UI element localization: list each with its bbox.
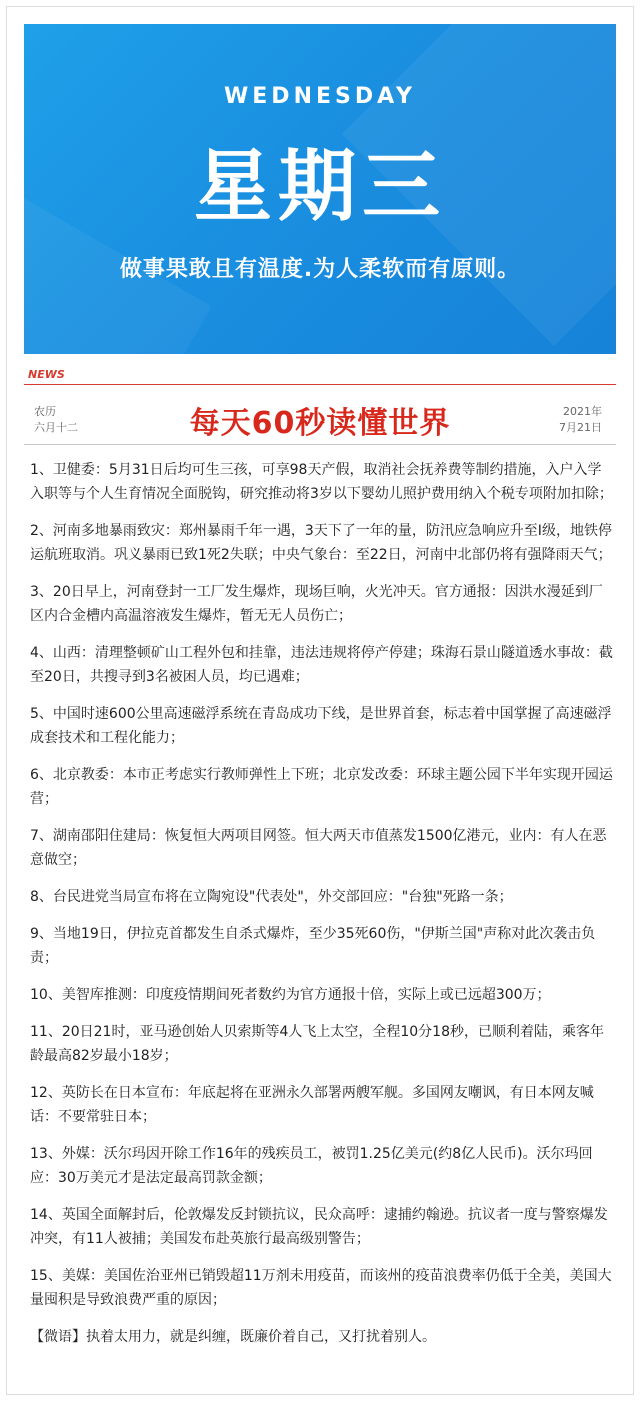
news-item: 10、美智库推测：印度疫情期间死者数约为官方通报十倍，实际上或已远超300万； — [30, 987, 551, 1003]
news-item: 7、湖南邵阳住建局：恢复恒大两项目网签。恒大两天市值蒸发1500亿港元，业内：有人在恶意做空； — [30, 828, 607, 868]
news-item: 4、山西：清理整顿矿山工程外包和挂靠，违法违规将停产停建；珠海石景山隧道透水事故：截至20日，共搜寻到3名被困人员，均已遇难； — [30, 645, 613, 685]
gray-divider — [24, 444, 616, 445]
date-day: 7月21日 — [559, 421, 602, 434]
page-title: 每天60秒读懂世界 — [189, 406, 451, 441]
weekday-english: WEDNESDAY — [224, 84, 416, 109]
gregorian-date-block — [559, 404, 602, 436]
news-item: 11、20日21时，亚马逊创始人贝索斯等4人飞上太空，全程10分18秒，已顺利着陆，乘客年龄最高82岁最小18岁； — [30, 1024, 604, 1064]
weekday-banner — [24, 24, 616, 354]
news-label: NEWS — [28, 368, 65, 381]
weekday-chinese: 星期三 — [193, 142, 446, 232]
news-item: 9、当地19日，伊拉克首都发生自杀式爆炸，至少35死60伤，"伊斯兰国"声称对此次袭击负责； — [30, 926, 596, 966]
red-divider — [24, 384, 616, 385]
news-item: 15、美媒：美国佐治亚州已销毁超11万剂未用疫苗，而该州的疫苗浪费率仍低于全美，美国大量囤积是导致浪费严重的原因； — [30, 1268, 612, 1308]
news-item: 3、20日早上，河南登封一工厂发生爆炸，现场巨响，火光冲天。官方通报：因洪水漫延到厂区内合金槽内高温溶液发生爆炸，暂无无人员伤亡； — [30, 584, 603, 624]
news-item: 2、河南多地暴雨致灾：郑州暴雨千年一遇，3天下了一年的量，防汛应急响应升至I级，地铁停运航班取消。巩义暴雨已致1死2失联；中央气象台：至22日，河南中北部仍将有强降雨天气； — [30, 523, 612, 563]
news-item: 12、英防长在日本宣布：年底起将在亚洲永久部署两艘军舰。多国网友嘲讽，有日本网友喊话：不要常驻日本； — [30, 1085, 594, 1125]
news-item: 14、英国全面解封后，伦敦爆发反封锁抗议，民众高呼：逮捕约翰逊。抗议者一度与警察爆发冲突，有11人被捕；美国发布赴英旅行最高级别警告； — [30, 1207, 608, 1247]
news-item: 1、卫健委：5月31日后均可生三孩，可享98天产假，取消社会抚养费等制约措施，入户入学入职等与个人生育情况全面脱钩，研究推动将3岁以下婴幼儿照护费用纳入个税专项附加扣除； — [30, 462, 613, 502]
news-item: 13、外媒：沃尔玛因开除工作16年的残疾员工，被罚1.25亿美元(约8亿人民币)。沃尔玛回应：30万美元才是法定最高罚款金额； — [30, 1146, 593, 1186]
lunar-date: 六月十二 — [34, 421, 78, 434]
lunar-label: 农历 — [34, 405, 56, 418]
banner-motto: 做事果敢且有温度.为人柔软而有原则。 — [119, 257, 521, 282]
daily-quote: 【微语】执着太用力，就是纠缠，既廉价着自己，又打扰着别人。 — [30, 1329, 436, 1345]
news-item: 8、台民进党当局宣布将在立陶宛设"代表处"，外交部回应："台独"死路一条； — [30, 889, 513, 905]
news-list — [30, 458, 614, 1349]
news-item: 5、中国时速600公里高速磁浮系统在青岛成功下线，是世界首套，标志着中国掌握了高速磁浮成套技术和工程化能力； — [30, 706, 612, 746]
date-year: 2021年 — [563, 405, 602, 418]
news-item: 6、北京教委：本市正考虑实行教师弹性上下班；北京发改委：环球主题公园下半年实现开园运营； — [30, 767, 613, 807]
